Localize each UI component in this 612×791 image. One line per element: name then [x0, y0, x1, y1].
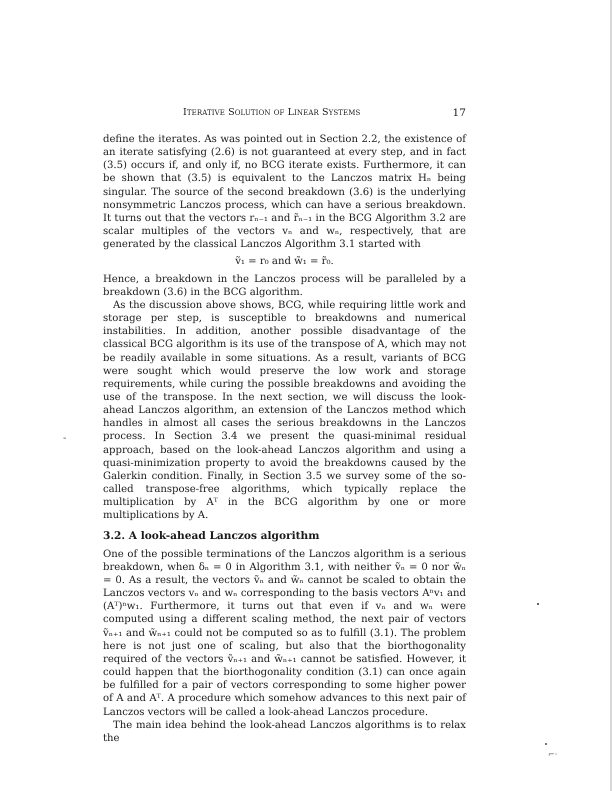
- paragraph-breakdown-paralleled: Hence, a breakdown in the Lanczos process will be paralleled by a breakdown (3.6) in the BCG algorithm.: [103, 273, 466, 298]
- margin-dash-mark: -: [63, 433, 67, 444]
- paragraph-serious-breakdown: One of the possible terminations of the Lanczos algorithm is a serious breakdown, when δₙ = 0 in Algorithm 3.1, with neither ṽₙ = 0 nor w̃ₙ = 0. As a result, the vectors ṽₙ and w̃ₙ cannot be scaled to obtain the Lanczos vectors vₙ and wₙ corresponding to the basis vectors Aⁿv₁ and (Aᵀ)ⁿw₁. Furthermore, it turns out that even if vₙ and wₙ were computed using a different scaling method, the next pair of vectors ṽₙ₊₁ and w̃ₙ₊₁ could not be computed so as to fulfill (3.1). The problem here is not just one of scaling, but also that the biorthogonality required of the vectors ṽₙ₊₁ and w̃ₙ₊₁ cannot be satisfied. However, it could happen that the biorthogonality condition (3.1) can once again be fulfilled for a pair of vectors corresponding to some higher power of A and Aᵀ. A procedure which somehow advances to this next pair of Lanczos vectors will be called a look-ahead Lanczos procedure.: [103, 548, 466, 718]
- running-title: Iterative Solution of Linear Systems: [183, 107, 361, 118]
- margin-scribble-mark: ⌐·: [548, 750, 558, 759]
- running-head: [103, 107, 466, 121]
- margin-dot-mark: [537, 603, 539, 605]
- paragraph-bcg-discussion: As the discussion above shows, BCG, while requiring little work and storage per step, is susceptible to breakdowns and numerical instabilities. In addition, another possible disadvantage of the classical BCG algorithm is its use of the transpose of A, which may not be readily available in some situations. As a result, variants of BCG were sought which would preserve the low work and storage requirements, while curing the possible breakdowns and avoiding the use of the transpose. In the next section, we will discuss the look-ahead Lanczos algorithm, an extension of the Lanczos method which handles in almost all cases the serious breakdowns in the Lanczos process. In Section 3.4 we present the quasi-minimal residual approach, based on the look-ahead Lanczos algorithm and using a quasi-minimization property to avoid the breakdowns caused by the Galerkin condition. Finally, in Section 3.5 we survey some of the so-called transpose-free algorithms, which typically replace the multiplication by Aᵀ in the BCG algorithm by one or more multiplications by A.: [103, 299, 466, 522]
- section-heading: 3.2. A look-ahead Lanczos algorithm: [103, 529, 320, 542]
- margin-dot-mark: [545, 743, 547, 745]
- paragraph-breakdown-sources: define the iterates. As was pointed out in Section 2.2, the existence of an iterate satisfying (2.6) is not guaranteed at every step, and in fact (3.5) occurs if, and only if, no BCG iterate exists. Furthermore, it can be shown that (3.5) is equivalent to the Lanczos matrix Hₙ being singular. The source of the second breakdown (3.6) is the underlying nonsymmetric Lanczos process, which can have a serious breakdown. It turns out that the vectors rₙ₋₁ and r̃ₙ₋₁ in the BCG Algorithm 3.2 are scalar multiples of the vectors vₙ and wₙ, respectively, that are generated by the classical Lanczos Algorithm 3.1 started with: [103, 134, 466, 251]
- body-text: [103, 133, 466, 745]
- display-equation-start-vectors: ṽ₁ = r₀ and w̃₁ = r̃₀.: [235, 256, 334, 268]
- page-number: 17: [452, 107, 466, 119]
- paragraph-main-idea: The main idea behind the look-ahead Lanczos algorithms is to relax the: [103, 719, 466, 744]
